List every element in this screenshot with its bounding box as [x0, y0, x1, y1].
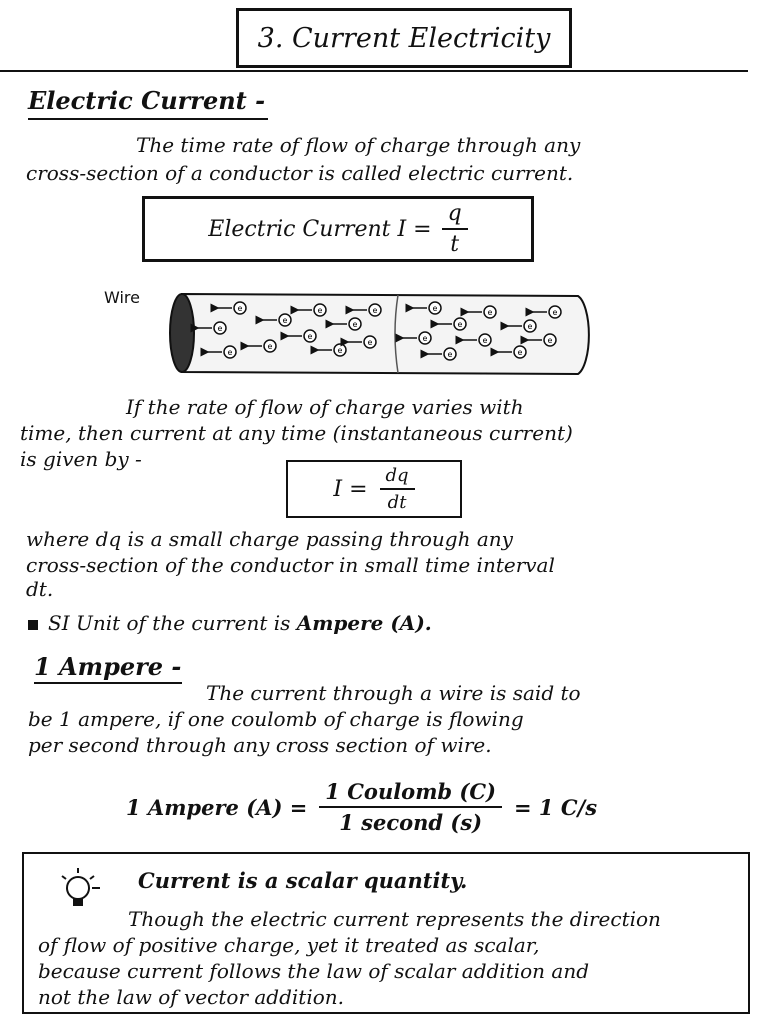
electron-sign: e	[487, 308, 493, 317]
wire-end-left	[170, 294, 194, 372]
where-line-1: where dq is a small charge passing through any	[26, 527, 513, 551]
instant-formula-lhs: I =	[333, 476, 368, 502]
si-unit-value: Ampere (A).	[296, 611, 432, 635]
electron-sign: e	[372, 306, 378, 315]
ampere-eq-numerator: 1 Coulomb (C)	[319, 779, 502, 808]
lightbulb-icon	[58, 864, 104, 914]
electron-sign: e	[552, 308, 558, 317]
ampere-equation	[126, 776, 686, 838]
formula-fraction	[442, 201, 468, 257]
electron-sign: e	[307, 332, 313, 341]
heading-underline	[28, 118, 268, 120]
ampere-eq-rhs: = 1 C/s	[514, 794, 598, 820]
electron-sign: e	[317, 306, 323, 315]
formula-denominator: t	[450, 232, 460, 257]
si-unit-line	[28, 610, 432, 636]
electron-sign: e	[447, 350, 453, 359]
heading-underline	[34, 682, 182, 684]
electron-sign: e	[267, 342, 273, 351]
ampere-line-3: per second through any cross section of wire.	[28, 733, 492, 757]
formula-numerator: q	[442, 201, 468, 230]
ampere-eq-lhs: 1 Ampere (A) =	[126, 794, 308, 820]
ampere-eq-denominator: 1 second (s)	[339, 810, 483, 835]
note-line-2: of flow of positive charge, yet it treated as scalar,	[38, 933, 540, 957]
where-line-3: dt.	[26, 577, 54, 601]
electron-sign: e	[367, 338, 373, 347]
instant-line-3: is given by -	[20, 447, 142, 471]
electron-sign: e	[227, 348, 233, 357]
wire-label: Wire	[104, 288, 140, 307]
note-line-3: because current follows the law of scalar addition and	[38, 959, 590, 983]
bullet-square	[28, 620, 38, 630]
formula-label: Electric Current I =	[208, 216, 432, 242]
note-line-4: not the law of vector addition.	[38, 985, 344, 1009]
instant-formula-denominator: dt	[387, 492, 407, 513]
electron-sign: e	[282, 316, 288, 325]
electron-sign: e	[337, 346, 343, 355]
wire-diagram	[160, 288, 600, 380]
ampere-line-1: The current through a wire is said to	[206, 681, 581, 705]
electron-sign: e	[547, 336, 553, 345]
ampere-line-2: be 1 ampere, if one coulomb of charge is flowing	[28, 707, 524, 731]
page-title-text: 3. Current Electricity	[257, 22, 551, 54]
electron-sign: e	[527, 322, 533, 331]
section-heading-electric-current: Electric Current -	[28, 86, 266, 115]
page-title	[236, 8, 572, 68]
note-box	[22, 852, 750, 1014]
ampere-eq-fraction	[319, 779, 502, 835]
instant-line-2: time, then current at any time (instantaneous current)	[20, 421, 573, 445]
note-heading: Current is a scalar quantity.	[138, 868, 468, 893]
formula-box-current	[142, 196, 534, 262]
electron-sign: e	[482, 336, 488, 345]
electron-sign: e	[457, 320, 463, 329]
instant-formula-fraction	[380, 465, 415, 513]
electron-sign: e	[422, 334, 428, 343]
section-heading-one-ampere: 1 Ampere -	[34, 652, 182, 681]
note-line-1: Though the electric current represents the direction	[128, 907, 661, 931]
where-line-2: cross-section of the conductor in small time interval	[26, 553, 555, 577]
electron-sign: e	[237, 304, 243, 313]
definition-line-2: cross-section of a conductor is called electric current.	[26, 161, 574, 185]
title-divider	[0, 70, 748, 72]
electron-sign: e	[217, 324, 223, 333]
instant-line-1: If the rate of flow of charge varies with	[126, 395, 524, 419]
electron-sign: e	[517, 348, 523, 357]
definition-line-1: The time rate of flow of charge through any	[136, 133, 581, 157]
formula-box-instantaneous	[286, 460, 462, 518]
electron-sign: e	[432, 304, 438, 313]
si-unit-prefix: SI Unit of the current is	[48, 611, 291, 635]
electron-sign: e	[352, 320, 358, 329]
instant-formula-numerator: dq	[380, 465, 415, 490]
